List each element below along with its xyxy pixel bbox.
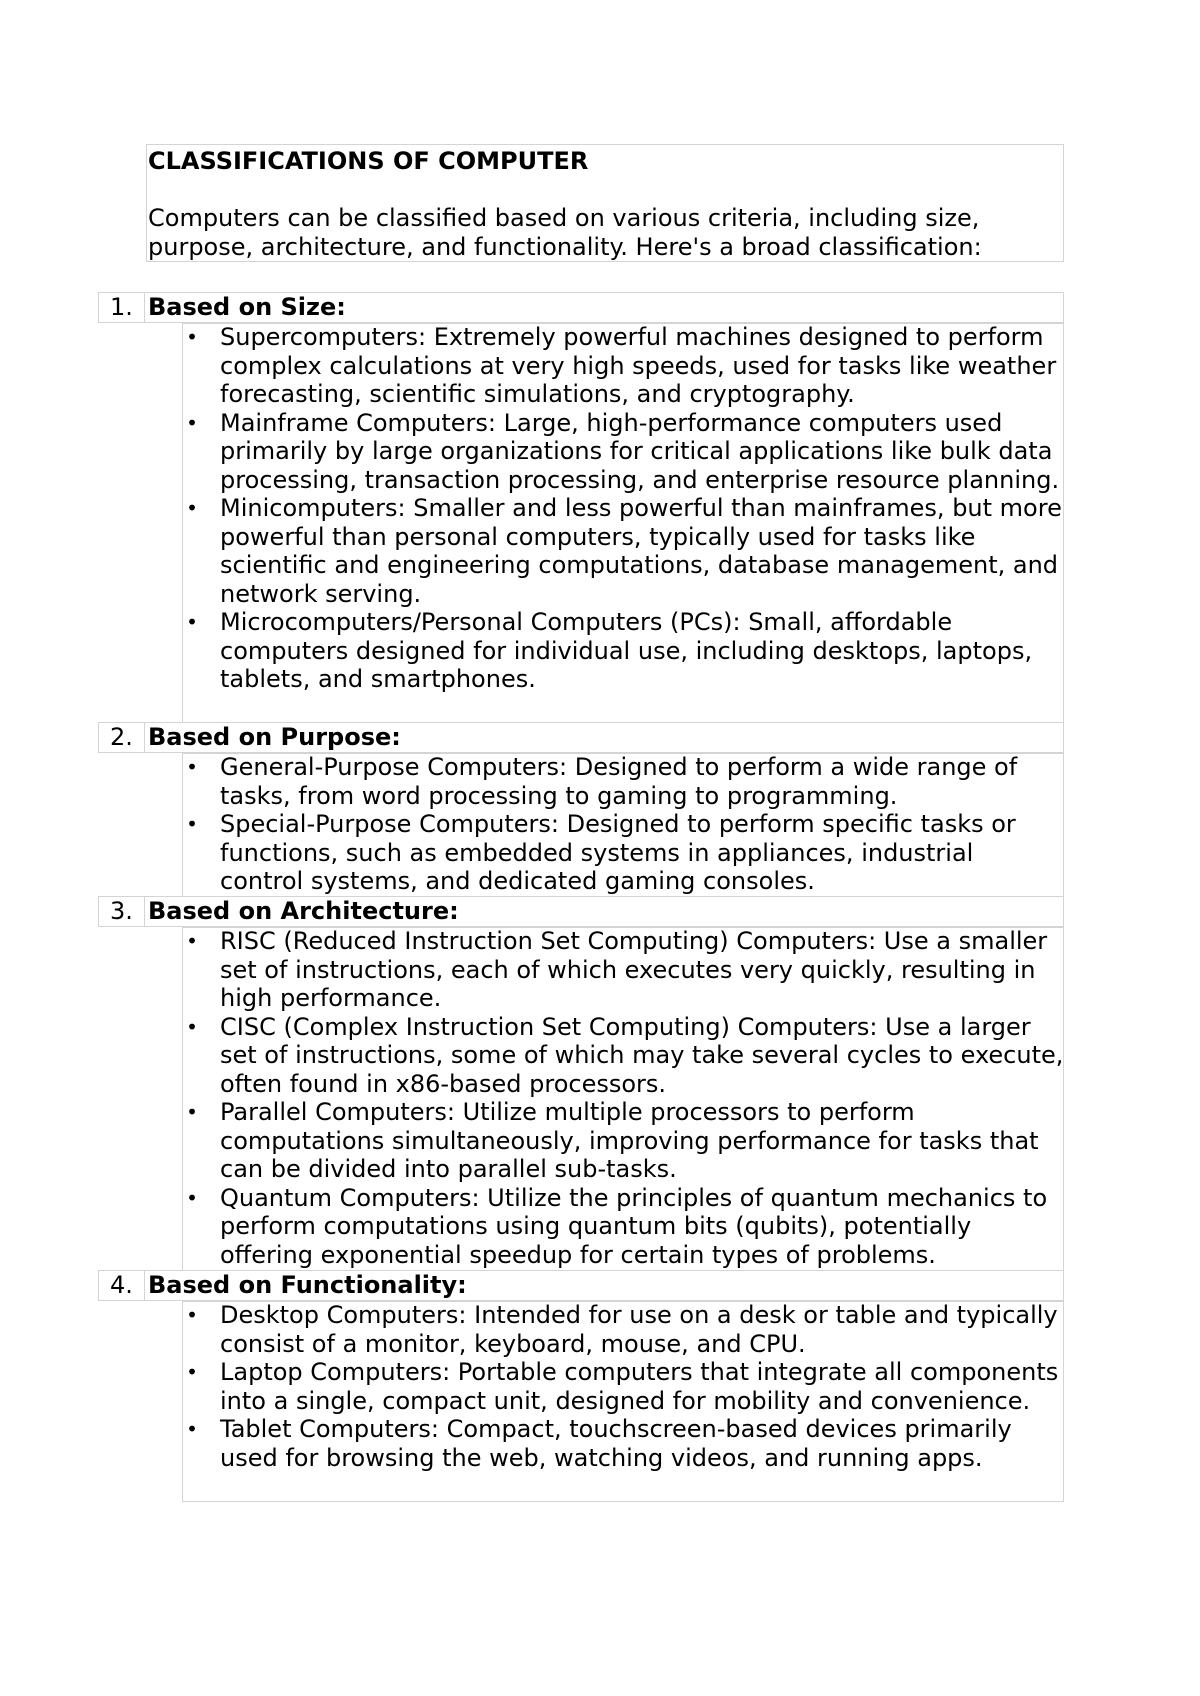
list-item-text: RISC (Reduced Instruction Set Computing) Computers: Use a smaller set of instructions, each of which executes very quickly, resulting in high performance. xyxy=(220,927,1048,1012)
list-item-text: General-Purpose Computers: Designed to perform a wide range of tasks, from word processing to gaming to programming. xyxy=(220,753,1018,810)
section-heading-architecture: Based on Architecture: xyxy=(148,897,459,925)
list-item-text: Tablet Computers: Compact, touchscreen-based devices primarily used for browsing the web, watching videos, and running apps. xyxy=(220,1415,1012,1472)
bullet-icon: • xyxy=(186,325,198,349)
purpose-list xyxy=(184,753,1064,896)
list-item-text: Mainframe Computers: Large, high-performance computers used primarily by large organizations for critical applications like bulk data processing, transaction processing, and enterprise resource planning. xyxy=(220,408,1060,494)
list-item-text: Laptop Computers: Portable computers that integrate all components into a single, compact unit, designed for mobility and convenience. xyxy=(220,1358,1059,1415)
list-item xyxy=(184,753,1064,810)
list-item xyxy=(184,810,1064,896)
bullet-icon: • xyxy=(186,1100,198,1124)
bullet-icon: • xyxy=(186,1360,198,1384)
list-item-text: CISC (Complex Instruction Set Computing) Computers: Use a larger set of instructions, some of which may take several cycles to execute, often found in x86-based processors. xyxy=(220,1012,1064,1098)
functionality-list xyxy=(184,1301,1064,1472)
section-number: 4. xyxy=(110,1271,133,1299)
intro-paragraph: Computers can be classified based on various criteria, including size, purpose, architecture, and functionality. Here's a broad classification: xyxy=(148,204,982,261)
list-item xyxy=(184,1358,1064,1415)
bullet-icon: • xyxy=(186,1185,198,1210)
bullet-icon: • xyxy=(186,610,198,634)
section-heading-purpose: Based on Purpose: xyxy=(148,723,401,751)
bullet-icon: • xyxy=(186,410,198,435)
list-item-text: Parallel Computers: Utilize multiple processors to perform computations simultaneously, improving performance for tasks that can be divided into parallel sub-tasks. xyxy=(220,1098,1039,1183)
list-item xyxy=(184,494,1064,608)
list-item xyxy=(184,1301,1064,1358)
bullet-icon: • xyxy=(186,1303,198,1327)
list-item xyxy=(184,927,1064,1013)
list-item-text: Minicomputers: Smaller and less powerful than mainframes, but more powerful than personal computers, typically used for tasks like scientific and engineering computations, database management, and network serving. xyxy=(220,494,1062,608)
section-number: 2. xyxy=(110,723,133,751)
bullet-icon: • xyxy=(186,1014,198,1039)
list-item xyxy=(184,1098,1064,1184)
list-item xyxy=(184,1013,1064,1099)
bullet-icon: • xyxy=(186,1417,198,1441)
bullet-icon: • xyxy=(186,496,198,520)
bullet-icon: • xyxy=(186,755,198,779)
section-heading-size: Based on Size: xyxy=(148,293,346,321)
list-item-text: Microcomputers/Personal Computers (PCs): Small, affordable computers designed for individual use, including desktops, laptops, tablets, and smartphones. xyxy=(220,608,1033,693)
list-item xyxy=(184,323,1064,409)
list-item xyxy=(184,409,1064,495)
list-item-text: Special-Purpose Computers: Designed to perform specific tasks or functions, such as embedded systems in appliances, industrial control systems, and dedicated gaming consoles. xyxy=(220,810,1016,895)
bullet-icon: • xyxy=(186,812,198,836)
section-number: 1. xyxy=(110,293,133,321)
list-item xyxy=(184,1184,1064,1270)
architecture-list xyxy=(184,927,1064,1269)
bullet-icon: • xyxy=(186,929,198,953)
section-heading-functionality: Based on Functionality: xyxy=(148,1271,467,1299)
list-item xyxy=(184,1415,1064,1472)
size-list xyxy=(184,323,1064,694)
section-number: 3. xyxy=(110,897,133,925)
list-item xyxy=(184,608,1064,694)
list-item-text: Supercomputers: Extremely powerful machines designed to perform complex calculations at very high speeds, used for tasks like weather forecasting, scientific simulations, and cryptography. xyxy=(220,323,1057,408)
document-title: CLASSIFICATIONS OF COMPUTER xyxy=(148,147,589,175)
list-item-text: Quantum Computers: Utilize the principles of quantum mechanics to perform computations using quantum bits (qubits), potentially offering exponential speedup for certain types of problems. xyxy=(220,1183,1048,1269)
list-item-text: Desktop Computers: Intended for use on a desk or table and typically consist of a monitor, keyboard, mouse, and CPU. xyxy=(220,1301,1058,1358)
